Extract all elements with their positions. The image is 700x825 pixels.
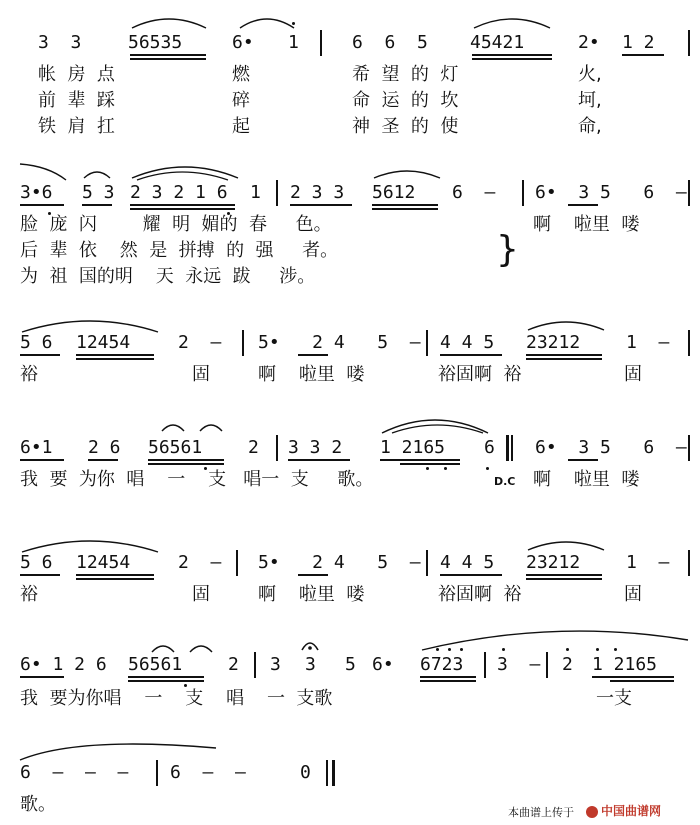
note-group: 3 bbox=[270, 654, 281, 675]
barline bbox=[688, 30, 690, 56]
underline bbox=[76, 574, 154, 576]
note-group: 5 3 bbox=[82, 182, 115, 203]
underline bbox=[20, 574, 60, 576]
high-dot bbox=[460, 648, 463, 651]
underline bbox=[440, 574, 502, 576]
note-group: 5 bbox=[345, 654, 356, 675]
underline bbox=[592, 676, 674, 678]
underline bbox=[82, 204, 112, 206]
slur bbox=[150, 640, 176, 654]
logo-text: 中国曲谱网 bbox=[601, 804, 662, 818]
underline bbox=[20, 354, 60, 356]
note-group: 2 – bbox=[178, 332, 222, 353]
low-dot bbox=[426, 467, 429, 470]
slur bbox=[20, 532, 160, 554]
note-group: 5 6 bbox=[20, 552, 53, 573]
underline bbox=[610, 680, 674, 682]
underline bbox=[526, 578, 602, 580]
dc-marking: D.C bbox=[494, 475, 516, 488]
lyric: 固 bbox=[624, 364, 642, 385]
site-logo bbox=[586, 802, 661, 819]
note-group: 56561 bbox=[148, 437, 203, 458]
final-barline bbox=[326, 760, 328, 786]
note-group: 12454 bbox=[76, 332, 131, 353]
note-group: 5 6 bbox=[20, 332, 53, 353]
note-group: 12454 bbox=[76, 552, 131, 573]
underline bbox=[526, 358, 602, 360]
barline bbox=[236, 550, 238, 576]
underline bbox=[400, 463, 460, 465]
low-dot bbox=[184, 684, 187, 687]
final-barline bbox=[332, 760, 335, 786]
note-group: 5• 2 4 5 – bbox=[258, 552, 421, 573]
lyric: 裕 bbox=[20, 584, 38, 605]
note-group: 6• bbox=[372, 654, 394, 675]
lyric: 啊 啦里 喽 bbox=[258, 364, 365, 385]
note-group: 2 bbox=[248, 437, 259, 458]
note-group: 2 bbox=[228, 654, 239, 675]
lyric: 裕固啊 裕 bbox=[438, 364, 522, 385]
underline bbox=[298, 354, 328, 356]
underline bbox=[622, 54, 664, 56]
system-1 bbox=[0, 0, 700, 145]
lyric: 帐 房 点 bbox=[38, 64, 115, 85]
barline bbox=[254, 652, 256, 678]
slur-1 bbox=[130, 10, 208, 30]
lyric: 希 望 的 灯 bbox=[352, 64, 459, 85]
note-group: 3 bbox=[305, 654, 316, 675]
system-7 bbox=[0, 728, 700, 825]
note-group: 56561 bbox=[128, 654, 183, 675]
note-group: 6• 3 5 6 – bbox=[535, 437, 687, 458]
lyric: 脸 庞 闪 耀 明 媚的 春 色。 bbox=[20, 214, 332, 235]
note-group: 3•6 bbox=[20, 182, 53, 203]
note-group: 6 bbox=[484, 437, 495, 458]
high-dot bbox=[502, 648, 505, 651]
barline bbox=[484, 652, 486, 678]
note-group: 6 – – – bbox=[20, 762, 129, 783]
lyric: 歌。 bbox=[20, 794, 56, 815]
note-group: 3 3 2 bbox=[288, 437, 343, 458]
barline bbox=[276, 435, 278, 461]
note-group: 5612 bbox=[372, 182, 416, 203]
note-group: 6723 bbox=[420, 654, 464, 675]
underline bbox=[20, 204, 64, 206]
high-dot bbox=[448, 648, 451, 651]
underline bbox=[568, 459, 598, 461]
underline bbox=[526, 574, 602, 576]
lyric: 固 bbox=[192, 584, 210, 605]
note-group: 1 bbox=[250, 182, 261, 203]
high-dot bbox=[566, 648, 569, 651]
high-dot bbox=[596, 648, 599, 651]
lyric: 命 运 的 坎 bbox=[352, 90, 459, 111]
note-group: 56535 bbox=[128, 32, 183, 53]
barline bbox=[156, 760, 158, 786]
note-group: 3 – bbox=[497, 654, 541, 675]
lyric: 铁 肩 扛 bbox=[38, 116, 115, 137]
lyric: 后 辈 依 然 是 拼搏 的 强 者。 bbox=[20, 240, 339, 261]
slur bbox=[160, 419, 186, 433]
system-2 bbox=[0, 150, 700, 290]
underline bbox=[76, 354, 154, 356]
note-group: 1 bbox=[288, 32, 299, 53]
lyric: 裕固啊 裕 bbox=[438, 584, 522, 605]
slur-2 bbox=[238, 10, 296, 30]
underline bbox=[526, 354, 602, 356]
underline bbox=[76, 578, 154, 580]
note-group: 3 3 bbox=[38, 32, 82, 53]
note-group: 2 3 3 bbox=[290, 182, 345, 203]
barline bbox=[688, 550, 690, 576]
system-4 bbox=[0, 405, 700, 500]
underline bbox=[472, 54, 552, 56]
note-group: 6•1 bbox=[20, 437, 53, 458]
slur bbox=[198, 419, 224, 433]
barline bbox=[546, 652, 548, 678]
underline bbox=[472, 58, 552, 60]
barline bbox=[426, 330, 428, 356]
note-group: 4 4 5 bbox=[440, 552, 495, 573]
barline bbox=[426, 550, 428, 576]
footer-text: 本曲谱上传于 bbox=[508, 806, 574, 819]
slur bbox=[526, 314, 606, 332]
underline bbox=[148, 463, 224, 465]
note-group: 6• 1 2 6 bbox=[20, 654, 107, 675]
lyric: 固 bbox=[192, 364, 210, 385]
underline bbox=[20, 676, 64, 678]
lyric: 前 辈 踩 bbox=[38, 90, 115, 111]
note-group: 45421 bbox=[470, 32, 525, 53]
underline bbox=[288, 459, 350, 461]
lyric: 燃 bbox=[232, 64, 250, 85]
slur bbox=[18, 736, 218, 762]
lyric: 我 要为你唱 一 支 唱 一 支歌 bbox=[20, 688, 333, 709]
lyric: 碎 bbox=[232, 90, 250, 111]
slur bbox=[526, 534, 606, 552]
note-group: 1 2165 bbox=[592, 654, 658, 675]
barline bbox=[522, 180, 524, 206]
underline bbox=[130, 208, 235, 210]
low-dot bbox=[444, 467, 447, 470]
underline bbox=[290, 204, 352, 206]
underline bbox=[88, 459, 118, 461]
underline bbox=[298, 574, 328, 576]
system-5 bbox=[0, 520, 700, 620]
lyric: 啊 啦里 喽 bbox=[533, 469, 640, 490]
underline bbox=[20, 459, 64, 461]
note-group: 2 6 bbox=[88, 437, 121, 458]
note-group: 23212 bbox=[526, 552, 581, 573]
note-group: 1 – bbox=[626, 332, 670, 353]
slur bbox=[18, 160, 68, 182]
note-group: 1 – bbox=[626, 552, 670, 573]
barline bbox=[688, 435, 690, 461]
note-group: 6• bbox=[232, 32, 254, 53]
lyric: 火, bbox=[578, 64, 602, 85]
lyric: 固 bbox=[624, 584, 642, 605]
lyric: 神 圣 的 使 bbox=[352, 116, 459, 137]
underline bbox=[568, 204, 598, 206]
slur bbox=[390, 417, 485, 435]
barline bbox=[688, 330, 690, 356]
fermata bbox=[300, 636, 320, 652]
slur-3 bbox=[472, 10, 552, 30]
barline bbox=[320, 30, 322, 56]
note-group: 1 2 bbox=[622, 32, 655, 53]
lyric: 啊 啦里 喽 bbox=[533, 214, 640, 235]
underline bbox=[128, 680, 204, 682]
slur bbox=[82, 166, 112, 180]
underline bbox=[130, 58, 206, 60]
underline bbox=[372, 204, 438, 206]
high-dot bbox=[292, 22, 295, 25]
logo-icon bbox=[586, 806, 598, 818]
slur bbox=[20, 312, 160, 334]
barline bbox=[688, 180, 690, 206]
high-dot bbox=[436, 648, 439, 651]
barline bbox=[511, 435, 513, 461]
note-group: 4 4 5 bbox=[440, 332, 495, 353]
underline bbox=[420, 680, 476, 682]
underline bbox=[130, 54, 206, 56]
underline bbox=[420, 676, 476, 678]
lyric: 啊 啦里 喽 bbox=[258, 584, 365, 605]
underline bbox=[440, 354, 502, 356]
note-group: 2 – bbox=[178, 552, 222, 573]
note-group: 2 3 2 1 6 bbox=[130, 182, 228, 203]
lyric: 为 祖 国的明 天 永远 跋 涉。 bbox=[20, 266, 316, 287]
note-group: 6 – bbox=[452, 182, 496, 203]
system-6 bbox=[0, 622, 700, 722]
lyric: 裕 bbox=[20, 364, 38, 385]
note-group: 2 bbox=[562, 654, 573, 675]
barline bbox=[276, 180, 278, 206]
note-group: 6 6 5 bbox=[352, 32, 428, 53]
barline bbox=[242, 330, 244, 356]
high-dot bbox=[614, 648, 617, 651]
repeat-barline bbox=[506, 435, 509, 461]
note-group: 23212 bbox=[526, 332, 581, 353]
lyric: 起 bbox=[232, 116, 250, 137]
lyric: 一支 bbox=[596, 688, 632, 709]
underline bbox=[380, 459, 460, 461]
note-group: 1 2165 bbox=[380, 437, 446, 458]
underline bbox=[128, 676, 204, 678]
lyric: 命, bbox=[578, 116, 602, 137]
underline bbox=[76, 358, 154, 360]
lyric: 我 要 为你 唱 一 支 唱一 支 歌。 bbox=[20, 469, 374, 490]
underline bbox=[130, 204, 235, 206]
note-group: 6• 3 5 6 – bbox=[535, 182, 687, 203]
low-dot bbox=[486, 467, 489, 470]
underline bbox=[148, 459, 224, 461]
note-group: 5• 2 4 5 – bbox=[258, 332, 421, 353]
slur bbox=[188, 640, 214, 654]
note-group: 2• bbox=[578, 32, 600, 53]
underline bbox=[372, 208, 438, 210]
brace: } bbox=[496, 229, 519, 270]
note-group: 6 – – 0 bbox=[170, 762, 311, 783]
slur bbox=[135, 164, 230, 182]
lyric: 坷, bbox=[578, 90, 602, 111]
system-3 bbox=[0, 300, 700, 400]
slur bbox=[372, 166, 442, 180]
